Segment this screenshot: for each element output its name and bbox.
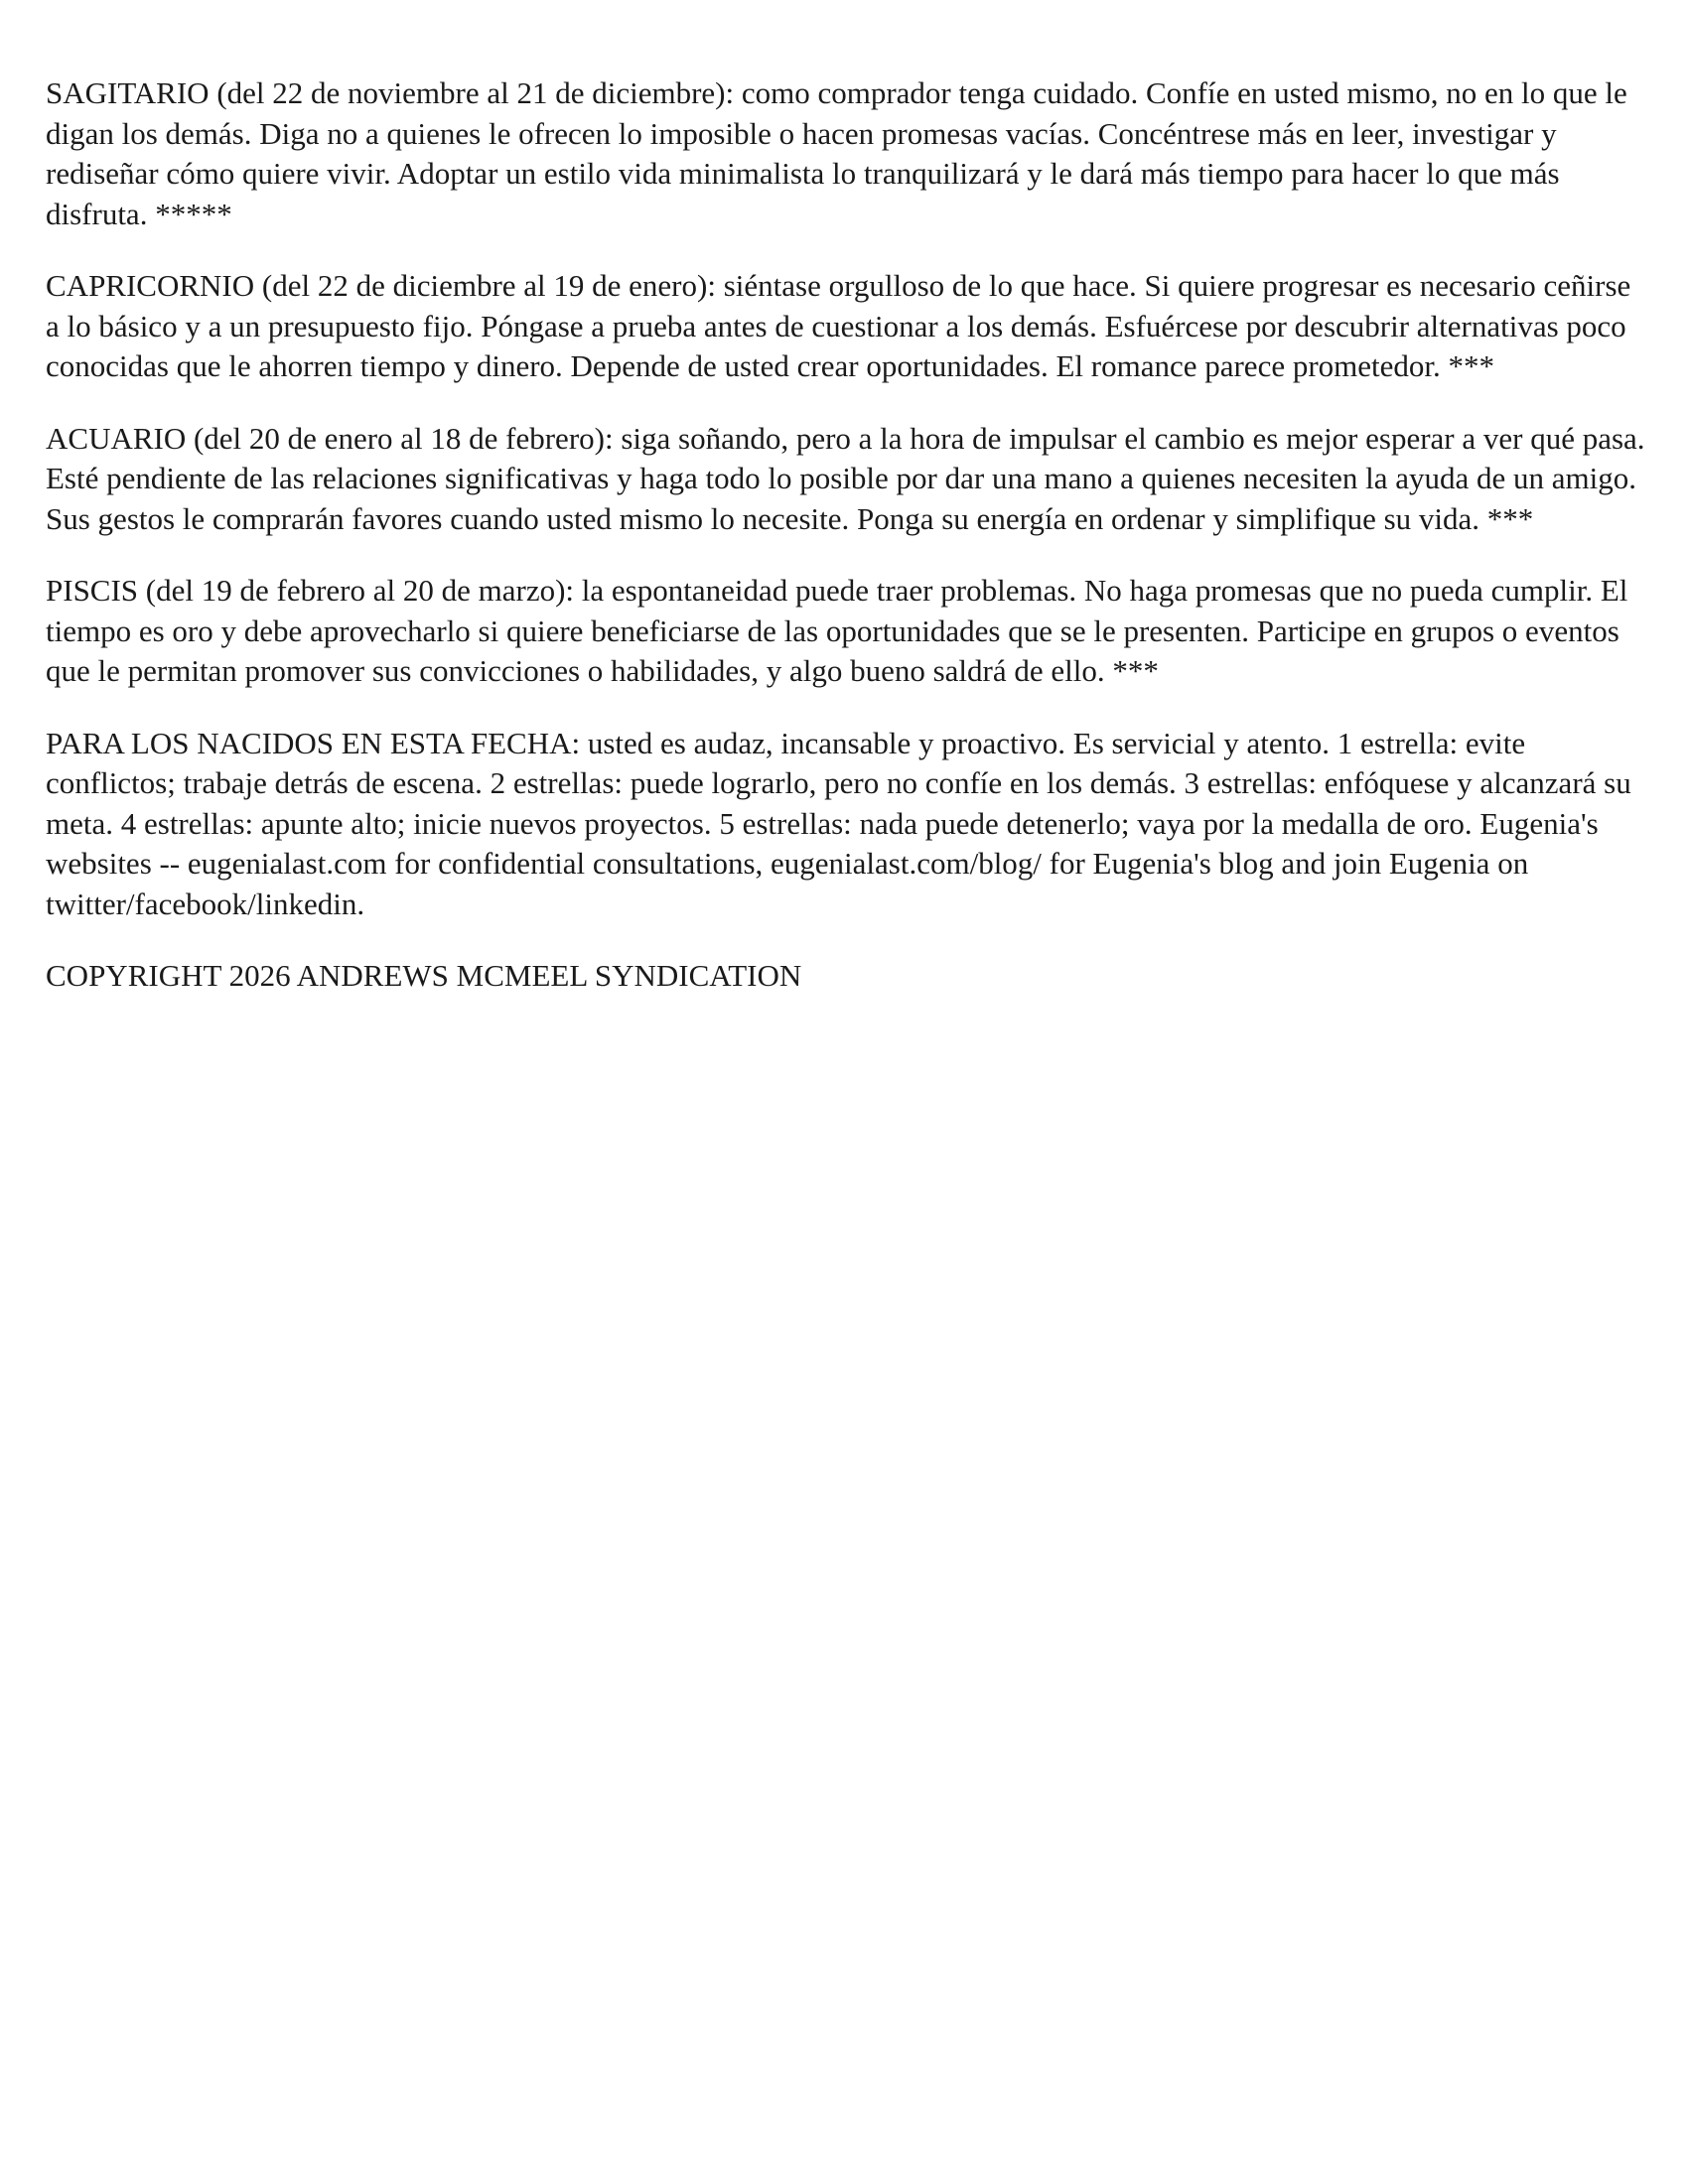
copyright-notice: COPYRIGHT 2026 ANDREWS MCMEEL SYNDICATION — [46, 958, 802, 993]
horoscope-piscis: PISCIS (del 19 de febrero al 20 de marzo): la espontaneidad puede traer problemas. No haga promesas que no pueda cumplir. El tiempo es oro y debe aprovecharlo si quiere beneficiarse de las oportunidades que se le presenten. Participe en grupos o eventos que le permitan promover sus convicciones o habilidades, y algo bueno saldrá de ello. *** — [46, 573, 1628, 688]
document-page — [46, 73, 1646, 997]
horoscope-capricornio: CAPRICORNIO (del 22 de diciembre al 19 de enero): siéntase orgulloso de lo que hace. Si quiere progresar es necesario ceñirse a lo básico y a un presupuesto fijo. Póngase a prueba antes de cuestionar a los demás. Esfuércese por descubrir alternativas poco conocidas que le ahorren tiempo y dinero. Depende de usted crear oportunidades. El romance parece prometedor. *** — [46, 268, 1631, 383]
horoscope-sagitario: SAGITARIO (del 22 de noviembre al 21 de diciembre): como comprador tenga cuidado. Confíe en usted mismo, no en lo que le digan los demás. Diga no a quienes le ofrecen lo imposible o hacen promesas vacías. Concéntrese más en leer, investigar y rediseñar cómo quiere vivir. Adoptar un estilo vida minimalista lo tranquilizará y le dará más tiempo para hacer lo que más disfruta. ***** — [46, 75, 1627, 231]
birthday-paragraph: PARA LOS NACIDOS EN ESTA FECHA: usted es audaz, incansable y proactivo. Es servicial y atento. 1 estrella: evite conflictos; trabaje detrás de escena. 2 estrellas: puede lograrlo, pero no confíe en los demás. 3 estrellas: enfóquese y alcanzará su meta. 4 estrellas: apunte alto; inicie nuevos proyectos. 5 estrellas: nada puede detenerlo; vaya por la medalla de oro. Eugenia's websites -- eugenialast.com for confidential consultations, eugenialast.com/blog/ for Eugenia's blog and join Eugenia on twitter/facebook/linkedin. — [46, 725, 1631, 921]
horoscope-acuario: ACUARIO (del 20 de enero al 18 de febrero): siga soñando, pero a la hora de impulsar el cambio es mejor esperar a ver qué pasa. Esté pendiente de las relaciones significativas y haga todo lo posible por dar una mano a quienes necesiten la ayuda de un amigo. Sus gestos le comprarán favores cuando usted mismo lo necesite. Ponga su energía en ordenar y simplifique su vida. *** — [46, 420, 1645, 536]
